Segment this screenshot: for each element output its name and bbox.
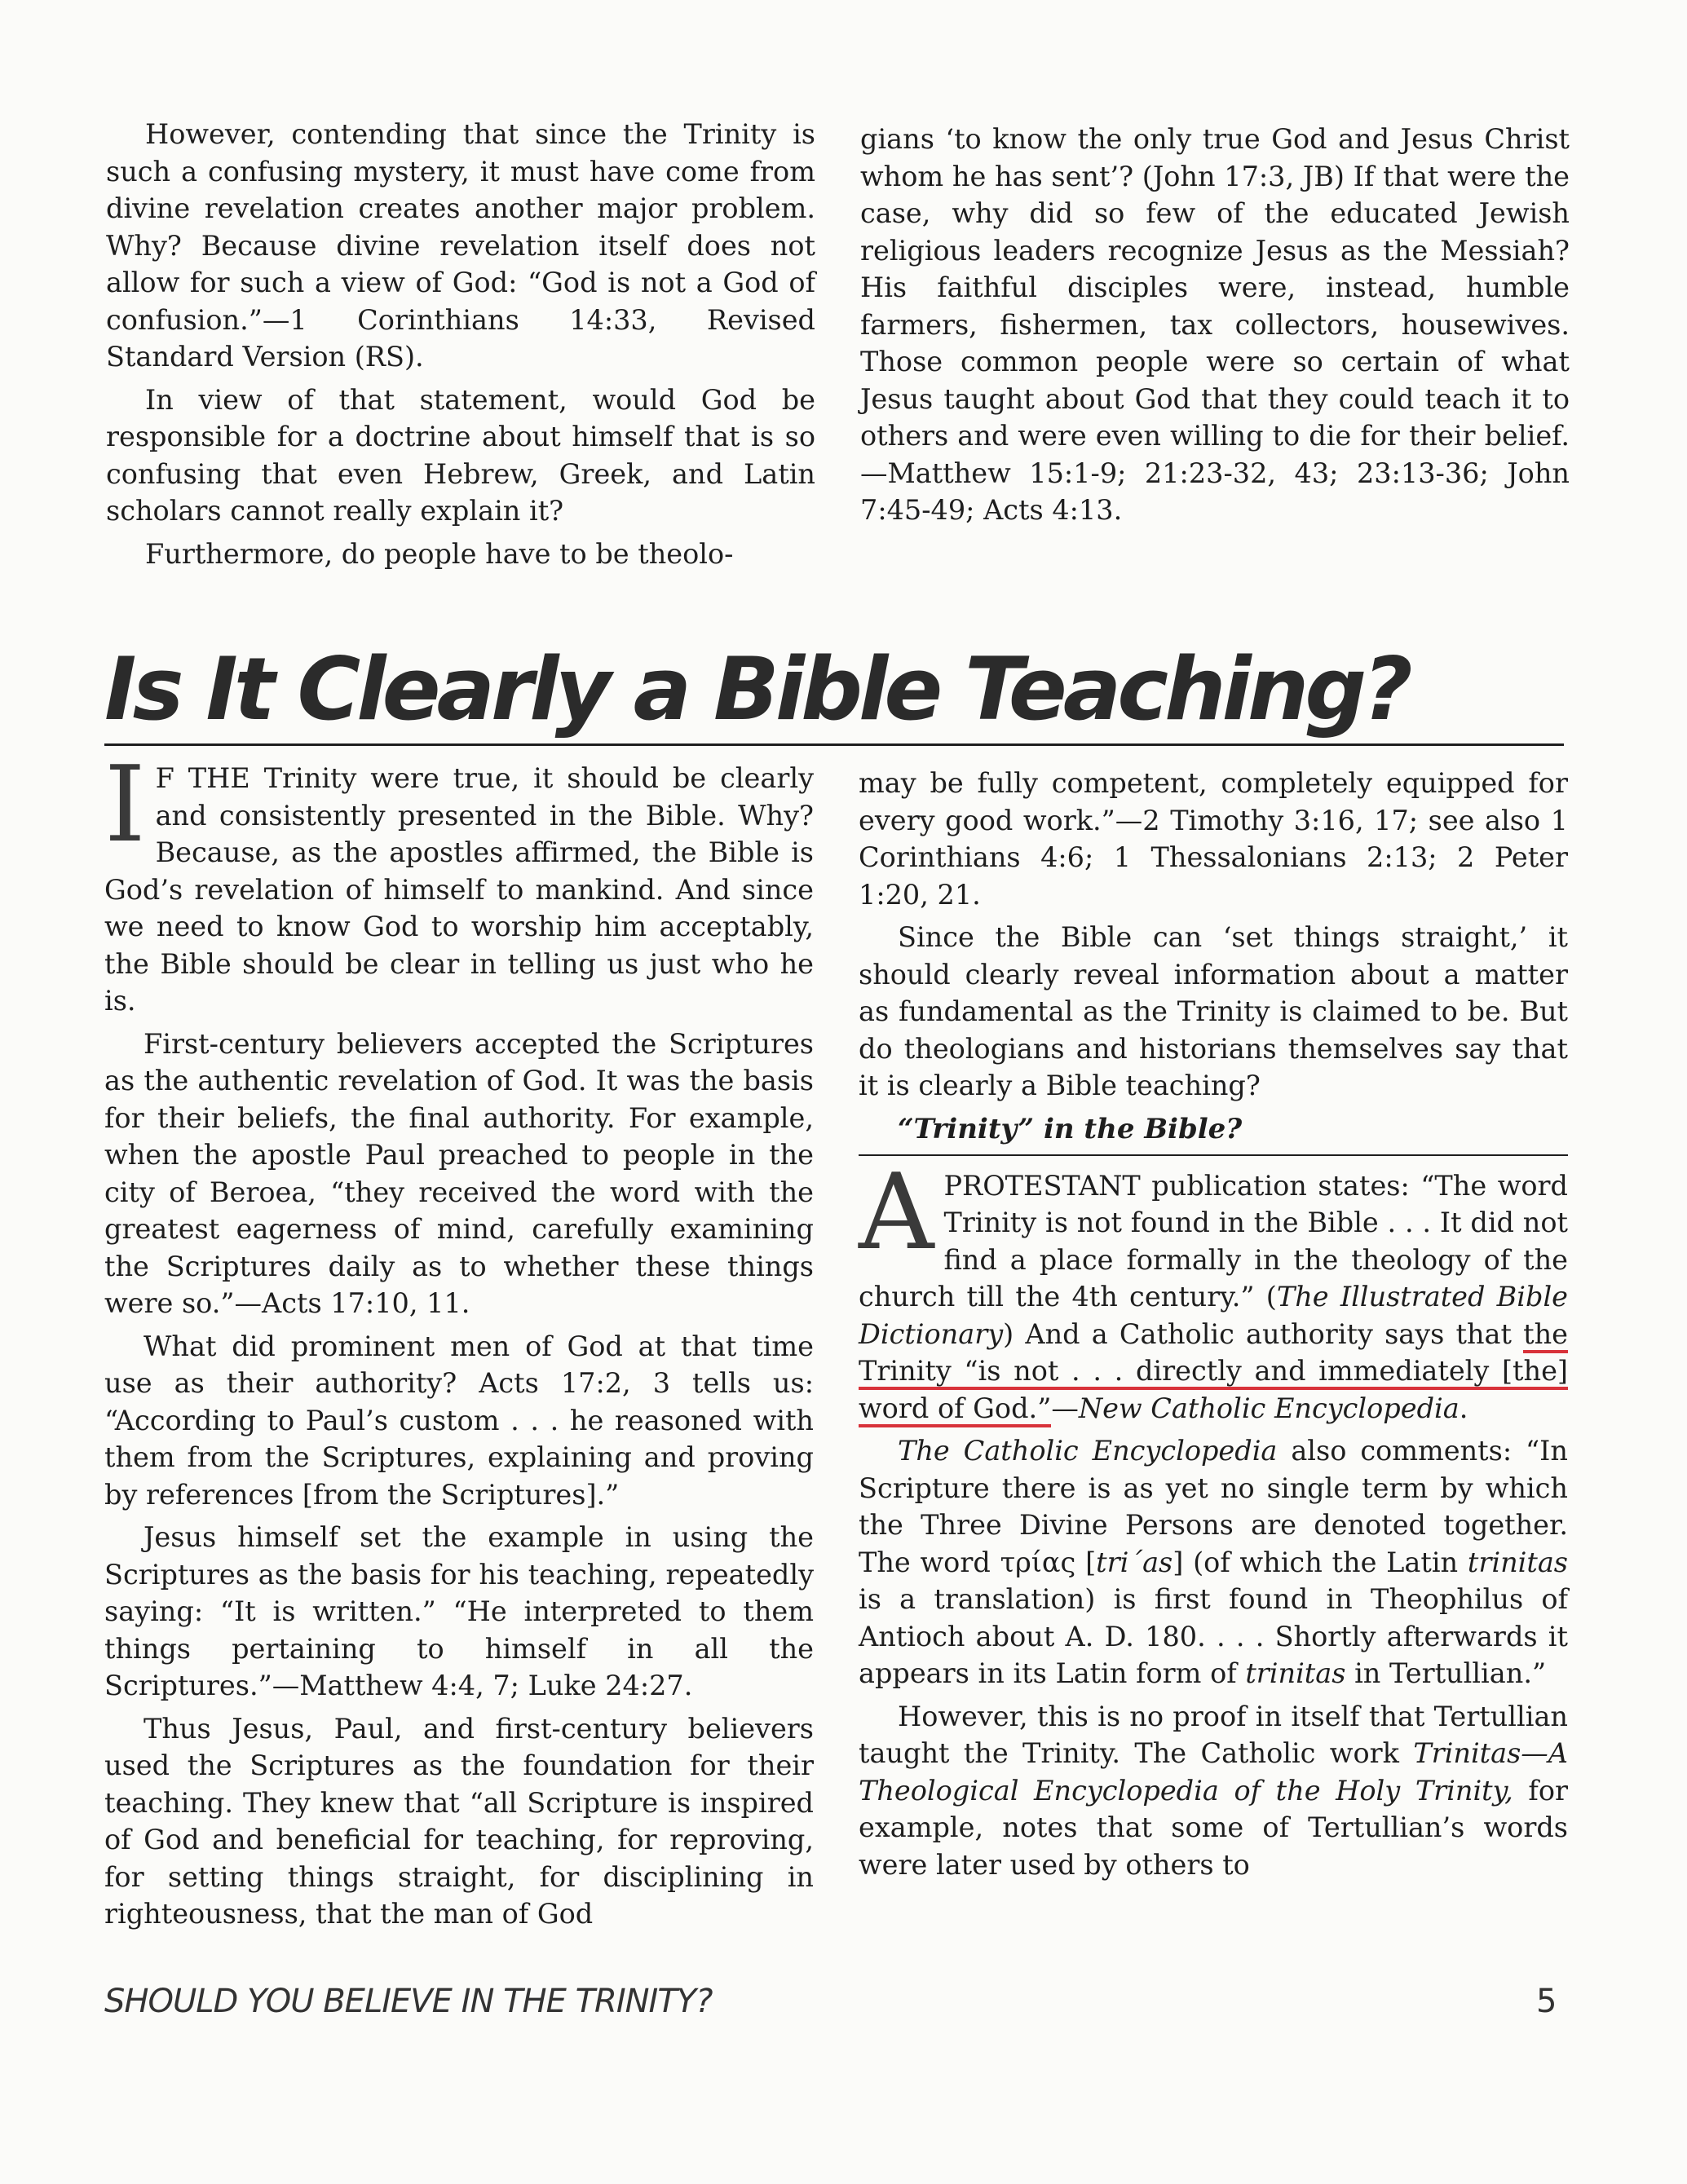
latin-term: trinitas: [1245, 1657, 1346, 1689]
text: for example, notes that some of Tertullian’s words were later used by others to: [859, 1774, 1569, 1881]
paragraph: However, contending that since the Trinity is such a confusing mystery, it must have come from divine revelation creates another major problem. Why? Because divine revelation itself does not allow for such a view of God: “God is not a God of confusion.”—1 Corinthians 14:33, Revised Standard Version (RS).: [106, 118, 815, 373]
subheading: “Trinity” in the Bible?: [898, 1112, 1243, 1145]
paragraph: First-century believers accepted the Scriptures as the authentic revelation of God. It was the basis for their beliefs, the final authority. For example, when the apostle Paul preached to people in the city of Beroea, “they received the word with the greatest eagerness of mind, carefully examining the Scriptures daily as to whether these things were so.”—Acts 17:10, 11.: [104, 1027, 814, 1319]
section-heading: Is It Clearly a Bible Teaching?: [104, 639, 1409, 739]
greek-transliteration: tri´as: [1096, 1546, 1173, 1578]
text: —: [1051, 1392, 1079, 1424]
paragraph: [104, 744, 814, 1020]
subheading-divider: [859, 1154, 1568, 1156]
source-title: New Catholic Encyclopedia: [1078, 1392, 1460, 1424]
text: also comments: “In Scripture there is as yet no single term by which the Three Divine Persons are denoted together. The word τρίας [: [859, 1435, 1568, 1578]
paragraph: may be fully competent, completely equipped for every good work.”—2 Timothy 3:16, 17; see also 1 Corinthians 4:6; 1 Thessalonians 2:13; 2 Peter 1:20, 21.: [859, 767, 1568, 911]
paragraph: gians ‘to know the only true God and Jesus Christ whom he has sent’? (John 17:3, JB) If that were the case, why did so few of the educated Jewish religious leaders recognize Jesus as the Messiah? His faithful disciples were, instead, humble farmers, fishermen, tax collectors, housewives. Those common people were so certain of what Jesus taught about God that they could teach it to others and were even willing to die for their belief.—Matthew 15:1-9; 21:23-32, 43; 23:13-36; John 7:45-49; Acts 4:13.: [860, 123, 1570, 526]
paragraph: In view of that statement, would God be responsible for a doctrine about himself that is so confusing that even Hebrew, Greek, and Latin scholars cannot really explain it?: [106, 383, 815, 527]
main-right-column: [859, 765, 1568, 1889]
drop-cap: I: [104, 744, 146, 866]
source-title: The Illustrated Bible Dictionary: [859, 1281, 1568, 1350]
paragraph: What did prominent men of God at that time use as their authority? Acts 17:2, 3 tells us: “According to Paul’s custom . . . he reasoned with them from the Scriptures, explaining and proving by references [from the Scriptures].”: [104, 1330, 814, 1511]
paragraph: Since the Bible can ‘set things straight,’ it should clearly reveal information about a matter as fundamental as the Trinity is claimed to be. But do theologians and historians themselves say that it is clearly a Bible teaching?: [859, 921, 1568, 1101]
paragraph: Jesus himself set the example in using the Scriptures as the basis for his teaching, repeatedly saying: “It is written.” “He interpreted to them things pertaining to himself in all the Scriptures.”—Matthew 4:4, 7; Luke 24:27.: [104, 1521, 814, 1701]
paragraph-text: F THE Trinity were true, it should be clearly and consistently presented in the Bible. Why? Because, as the apostles affirmed, the Bible is God’s revelation of himself to mankind. And since we need to know God to worship him acceptably, the Bible should be clear in telling us just who he is.: [104, 762, 814, 1017]
paragraph: [859, 1151, 1568, 1427]
text: ) And a Catholic authority says that: [1003, 1317, 1524, 1350]
top-left-column: [106, 116, 815, 578]
latin-term: trinitas: [1467, 1546, 1568, 1578]
top-right-column: [860, 121, 1570, 535]
paragraph: [859, 1432, 1568, 1692]
source-title: The Catholic Encyclopedia: [898, 1435, 1278, 1467]
main-left-column: [104, 744, 814, 1939]
highlighted-quote: the Trinity “is not . . . directly and immediately [the] word of God.”: [859, 1318, 1568, 1427]
text: However, this is no proof in itself that Tertullian taught the Trinity. The Catholic work: [859, 1700, 1568, 1769]
paragraph: [859, 1698, 1568, 1884]
page-number: 5: [1536, 1983, 1557, 2020]
paragraph: Thus Jesus, Paul, and first-century believers used the Scriptures as the foundation for their teaching. They knew that “all Scripture is inspired of God and beneficial for teaching, for reproving, for setting things straight, for disciplining in righteousness, that the man of God: [104, 1712, 814, 1930]
source-title: Trinitas—A Theological Encyclopedia of the Holy Trinity,: [859, 1737, 1568, 1807]
text: .: [1459, 1392, 1468, 1424]
paragraph: Furthermore, do people have to be theolo-: [145, 537, 734, 570]
heading-divider: [104, 743, 1564, 746]
text: is a translation) is first found in Theophilus of Antioch about A. D. 180. . . . Shortly afterwards it appears in its Latin form of: [859, 1583, 1568, 1689]
footer-title: SHOULD YOU BELIEVE IN THE TRINITY?: [104, 1983, 713, 2020]
text: PROTESTANT publication states: “The word Trinity is not found in the Bible . . . It did not find a place formally in the theology of the church till the 4th century.” (: [859, 1169, 1568, 1313]
text: ] (of which the Latin: [1173, 1546, 1468, 1578]
text: in Tertullian.”: [1345, 1657, 1547, 1689]
drop-cap: A: [859, 1151, 934, 1273]
